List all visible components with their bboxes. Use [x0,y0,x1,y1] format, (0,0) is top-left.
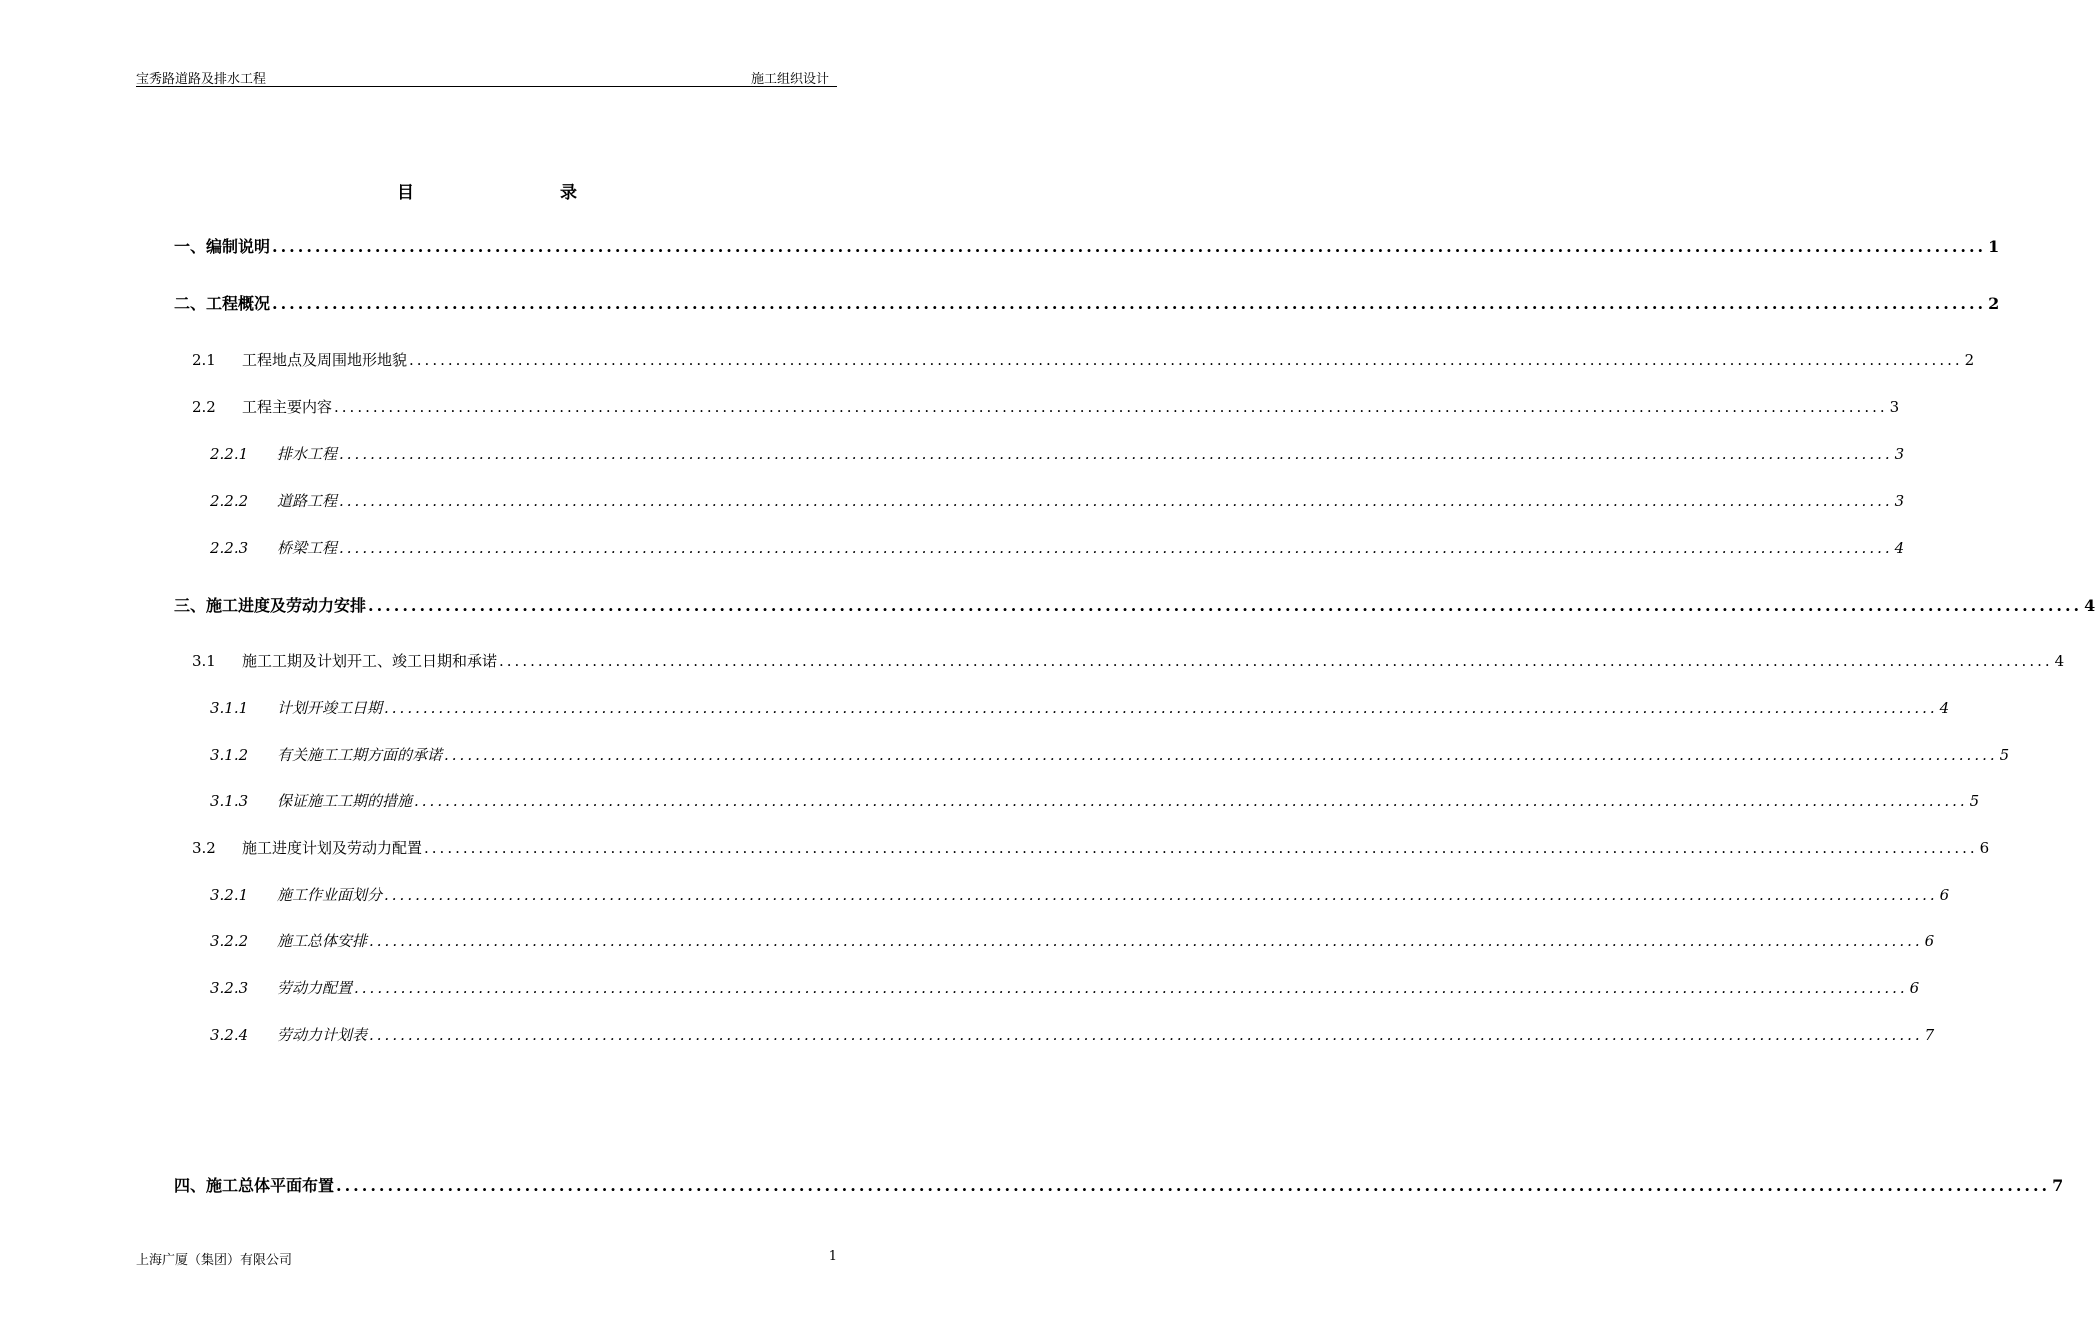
toc-entry-page: 2 [1964,351,1975,369]
toc-leader-dots: ........................................................................................................................................................................................................ [409,351,1963,369]
toc-entry-code: 3.1.2 [210,746,249,764]
toc-entry-code: 2.1 [192,351,216,369]
toc-leader-dots: ........................................................................................................................................................................................................ [339,445,1893,463]
toc-entry[interactable] [174,234,2000,257]
toc-entry-code: 2.2 [192,398,216,416]
toc-entry-label [210,490,337,511]
toc-entry-text: 施工进度计划及劳动力配置 [242,839,423,857]
toc-entry-page: 4 [1894,539,1905,557]
toc-leader-dots: ........................................................................................................................................................................................................ [369,1026,1923,1044]
toc-entry-code: 2.2.2 [210,492,249,510]
toc-leader-dots: ........................................................................................................................................................................................................ [272,237,1987,256]
toc-leader-dots: ........................................................................................................................................................................................................ [384,886,1938,904]
toc-entry[interactable] [210,977,1920,998]
toc-title-char-2: 录 [560,183,577,203]
toc-entry-code: 3.2.3 [210,979,249,997]
toc-entry-label [174,1173,334,1196]
toc-entry-page: 5 [1999,746,2010,764]
toc-leader-dots: ........................................................................................................................................................................................................ [272,294,1987,313]
toc-entry-code: 3.1.3 [210,792,249,810]
toc-entry-label [210,977,352,998]
toc-leader-dots: ........................................................................................................................................................................................................ [339,492,1893,510]
toc-entry-text: 施工总体安排 [277,932,368,950]
toc-leader-dots: ........................................................................................................................................................................................................ [369,932,1923,950]
toc-entry-label [210,443,337,464]
toc-entry-page: 2 [1988,294,2000,313]
toc-entry-label [192,650,497,671]
toc-entry-text: 工程主要内容 [242,398,333,416]
toc-entry-label [210,790,412,811]
toc-entry-page: 4 [2084,596,2095,615]
toc-entry-text: 保证施工工期的措施 [277,792,413,810]
footer-company: 上海广厦（集团）有限公司 [136,1253,293,1268]
toc-entry-code: 3.2 [192,839,216,857]
toc-leader-dots: ........................................................................................................................................................................................................ [414,792,1968,810]
toc-entry-text: 桥梁工程 [277,539,338,557]
toc-entry-label [174,593,366,616]
toc-entry-code: 三、 [174,596,207,615]
toc-entry[interactable] [174,593,2095,616]
toc-entry-text: 劳动力配置 [277,979,353,997]
toc-entry[interactable] [210,930,1935,951]
toc-entry-text: 施工作业面划分 [277,886,383,904]
toc-entry-label [210,930,367,951]
toc-leader-dots: ........................................................................................................................................................................................................ [339,539,1893,557]
toc-entry-code: 3.1 [192,652,216,670]
toc-entry-text: 排水工程 [277,445,338,463]
toc-entry-page: 4 [2054,652,2065,670]
toc-entry-page: 3 [1894,445,1905,463]
toc-entry-text: 施工进度及劳动力安排 [206,596,367,615]
toc-entry-label [210,744,442,765]
toc-entry-label [210,1024,367,1045]
header-document-type: 施工组织设计 [750,72,829,87]
toc-entry-text: 施工工期及计划开工、竣工日期和承诺 [242,652,498,670]
toc-entry-page: 7 [1924,1026,1935,1044]
footer-page-number: 1 [828,1249,837,1264]
toc-entry-code: 3.2.1 [210,886,249,904]
toc-entry-text: 计划开竣工日期 [277,699,383,717]
toc-entry-code: 四、 [174,1176,207,1195]
toc-leader-dots: ........................................................................................................................................................................................................ [368,596,2083,615]
toc-leader-dots: ........................................................................................................................................................................................................ [334,398,1888,416]
page-header [136,66,837,87]
toc-entry[interactable] [210,790,1980,811]
toc-leader-dots: ........................................................................................................................................................................................................ [499,652,2053,670]
toc-leader-dots: ........................................................................................................................................................................................................ [444,746,1998,764]
toc-entry-page: 3 [1894,492,1905,510]
toc-entry-page: 6 [1909,979,1920,997]
toc-entry-label [192,396,332,417]
toc-entry-page: 6 [1939,886,1950,904]
toc-entry-code: 二、 [174,294,207,313]
toc-entry[interactable] [192,396,1900,417]
toc-entry-text: 施工总体平面布置 [206,1176,335,1195]
toc-entry[interactable] [174,1173,2064,1196]
toc-entry-code: 3.2.4 [210,1026,249,1044]
toc-entry[interactable] [210,697,1950,718]
toc-leader-dots: ........................................................................................................................................................................................................ [336,1176,2051,1195]
toc-entry-label [210,537,337,558]
toc-entry[interactable] [210,443,1905,464]
toc-leader-dots: ........................................................................................................................................................................................................ [354,979,1908,997]
toc-entry[interactable] [192,349,1975,370]
toc-entry[interactable] [192,650,2065,671]
toc-entry-text: 劳动力计划表 [277,1026,368,1044]
header-project-name: 宝秀路道路及排水工程 [136,72,267,87]
toc-entry-page: 4 [1939,699,1950,717]
toc-entry-label [210,697,382,718]
toc-entry-text: 道路工程 [277,492,338,510]
toc-entry[interactable] [192,837,1990,858]
toc-entry[interactable] [210,744,2010,765]
toc-entry[interactable] [174,291,2000,314]
toc-title-char-1: 目 [397,183,414,203]
toc-entry-page: 6 [1979,839,1990,857]
toc-entry-text: 工程概况 [206,294,271,313]
toc-entry-code: 3.1.1 [210,699,249,717]
toc-entry-label [174,291,270,314]
toc-leader-dots: ........................................................................................................................................................................................................ [424,839,1978,857]
toc-entry-label [192,837,422,858]
toc-entry-label [174,234,270,257]
toc-entry-page: 1 [1988,237,2000,256]
toc-entry-code: 3.2.2 [210,932,249,950]
toc-entry-text: 工程地点及周围地形地貌 [242,351,408,369]
toc-entry-page: 5 [1969,792,1980,810]
toc-entry-label [192,349,407,370]
toc-entry-text: 编制说明 [206,237,271,256]
toc-entry-page: 7 [2052,1176,2064,1195]
toc-entry-label [210,884,382,905]
toc-entry[interactable] [210,537,1905,558]
toc-entry[interactable] [210,490,1905,511]
toc-entry-text: 有关施工工期方面的承诺 [277,746,443,764]
toc-entry[interactable] [210,884,1950,905]
toc-entry-code: 2.2.1 [210,445,249,463]
toc-entry-page: 6 [1924,932,1935,950]
toc-entry-code: 2.2.3 [210,539,249,557]
toc-leader-dots: ........................................................................................................................................................................................................ [384,699,1938,717]
toc-entry-code: 一、 [174,237,207,256]
toc-entry[interactable] [210,1024,1935,1045]
toc-entry-page: 3 [1889,398,1900,416]
